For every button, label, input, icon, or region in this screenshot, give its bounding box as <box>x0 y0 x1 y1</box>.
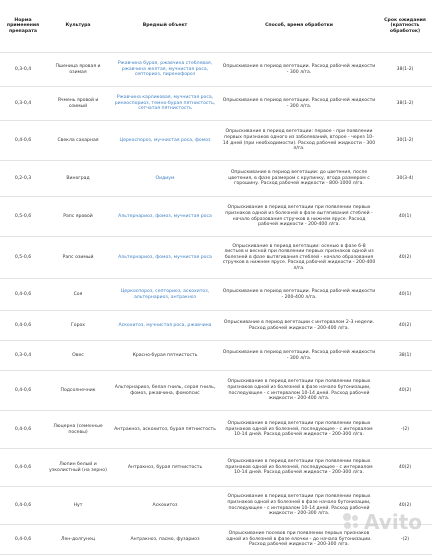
method-cell: Опрыскивание в период вегетации: первое - при появлении первых признаков одного из заболеваний, второе - через 10-14 дней (при необходимости). Расход рабочей жидкости - 300 л/га. <box>220 121 378 161</box>
norm-cell: 0,4-0,6 <box>0 525 46 555</box>
crop-cell: Нут <box>46 487 110 525</box>
method-cell: Опрыскивание в период вегетации при появлении первых признаков одной из болезней в фазе начало бутонизации, последующее - с интервалом 10-14 дней. Расход рабочей жидкости - 200-300 л/га. <box>220 487 378 525</box>
header-wait: Срок ожидания (кратность обработок) <box>378 0 432 53</box>
crop-cell: Рапс яровой <box>46 197 110 237</box>
wait-cell: 40(2) <box>378 371 432 411</box>
norm-cell: 0,4-0,6 <box>0 371 46 411</box>
crop-cell: Ячмень яровой и озимый <box>46 87 110 121</box>
crop-cell: Овес <box>46 341 110 371</box>
table-row <box>0 279 432 311</box>
norm-cell: 0,4-0,6 <box>0 411 46 449</box>
header-crop: Культура <box>46 0 110 53</box>
crop-cell: Виноград <box>46 161 110 197</box>
crop-cell: Лен-долгунец <box>46 525 110 555</box>
norm-cell: 0,3-0,4 <box>0 341 46 371</box>
pest-cell: Оидиум <box>110 161 220 197</box>
wait-cell: 40(2) <box>378 487 432 525</box>
method-cell: Опрыскивание посевов при появлении первых признаков одной из болезней в фазе елочки - до начала бутонизации. Расход рабочей жидкости - 200-300 л/га. <box>220 525 378 555</box>
wait-cell: 40(2) <box>378 449 432 487</box>
norm-cell: 0,2-0,3 <box>0 161 46 197</box>
avito-logo-icon <box>343 513 361 531</box>
crop-cell: Люпин белый и узколистный (на зерно) <box>46 449 110 487</box>
wait-cell: -(2) <box>378 411 432 449</box>
method-cell: Опрыскивание в период вегетации. Расход рабочей жидкости - 300 л/га. <box>220 87 378 121</box>
method-cell: Опрыскивание в период вегетации. Расход рабочей жидкости - 300 л/га. <box>220 53 378 87</box>
table-header-row <box>0 0 432 53</box>
pest-cell: Ржавчина карликовая, мучнистая роса, ринхоспориоз, темно-бурая пятнистость, сетчатая пятнистость <box>110 87 220 121</box>
wait-cell: 40(1) <box>378 197 432 237</box>
pest-cell: Антракноз, пасмо, фузариоз <box>110 525 220 555</box>
pest-cell: Церкоспороз, септориоз, аскохитоз, альтернариоз, антракноз <box>110 279 220 311</box>
table-row <box>0 449 432 487</box>
crop-cell: Соя <box>46 279 110 311</box>
pest-cell: Альтернариоз, фомоз, мучнистая роса <box>110 197 220 237</box>
pest-cell: Антракноз, аскохитоз, бурая пятнистость <box>110 411 220 449</box>
table-row <box>0 87 432 121</box>
norm-cell: 0,5-0,6 <box>0 237 46 279</box>
wait-cell: 40(1) <box>378 279 432 311</box>
method-cell: Опрыскивание в период вегетации: до цветения, после цветения, в фазе размером с крупинку, ягода размером с горошину. Расход рабочей жидкости - 800-1000 л/га. <box>220 161 378 197</box>
table-row <box>0 121 432 161</box>
norm-cell: 0,4-0,6 <box>0 279 46 311</box>
pest-cell: Антракноз, бурая пятнистость <box>110 449 220 487</box>
norm-cell: 0,4-0,6 <box>0 121 46 161</box>
norm-cell: 0,4-0,6 <box>0 311 46 341</box>
crop-cell: Горох <box>46 311 110 341</box>
method-cell: Опрыскивание в период вегетации. Расход рабочей жидкости - 300 л/га. <box>220 341 378 371</box>
crop-cell: Люцерна (семенные посевы) <box>46 411 110 449</box>
method-cell: Опрыскивание в период вегетации при появлении первых признаков одной из болезней, последующее - с интервалом 10-14 дней. Расход рабочей жидкости - 200-300 л/га. <box>220 449 378 487</box>
norm-cell: 0,5-0,6 <box>0 197 46 237</box>
pest-cell: Аскохитоз <box>110 487 220 525</box>
watermark-text: Avito <box>364 510 422 534</box>
wait-cell: 40(2) <box>378 237 432 279</box>
header-pest: Вредный объект <box>110 0 220 53</box>
wait-cell: 30(3-4) <box>378 161 432 197</box>
header-norm: Норма применения препарата <box>0 0 46 53</box>
pest-cell: Ржавчина бурая, ржавчина стеблевая, ржавчина желтая, мучнистая роса, септориоз, пиренофороз <box>110 53 220 87</box>
norm-cell: 0,4-0,6 <box>0 487 46 525</box>
table-row <box>0 237 432 279</box>
wait-cell: 38(1-2) <box>378 87 432 121</box>
method-cell: Опрыскивание в период вегетации при появлении первых признаков одной из болезней, последующее - с интервалом 10-14 дней. Расход рабочей жидкости - 200-300 л/га. <box>220 411 378 449</box>
wait-cell: 40(2) <box>378 311 432 341</box>
wait-cell: -(2) <box>378 525 432 555</box>
method-cell: Опрыскивание в период вегетации: осенью в фазе 6-8 листьев и весной при появлении первых признаков одной из болезней в фазе вытягивания стеблей - начало образования стручков в нижнем ярусе. Расход рабочей жидкости - 200-400 л/га. <box>220 237 378 279</box>
pest-cell: Аскохитоз, мучнистая роса, ржавчина <box>110 311 220 341</box>
crop-cell: Подсолнечник <box>46 371 110 411</box>
table-row <box>0 311 432 341</box>
crop-cell: Рапс озимый <box>46 237 110 279</box>
table-row <box>0 197 432 237</box>
table-row <box>0 161 432 197</box>
header-method: Способ, время обработки <box>220 0 378 53</box>
method-cell: Опрыскивание в период вегетации при появлении первых признаков одной из болезней в фазе вытягивания стеблей - начало образования стручков в нижнем ярусе. Расход рабочей жидкости - 200-400 л/га. <box>220 197 378 237</box>
pest-cell: Красно-бурая пятнистость <box>110 341 220 371</box>
method-cell: Опрыскивание в период вегетации. Расход рабочей жидкости - 200-400 л/га. <box>220 279 378 311</box>
norm-cell: 0,3-0,4 <box>0 87 46 121</box>
wait-cell: 38(1) <box>378 341 432 371</box>
norm-cell: 0,3-0,4 <box>0 53 46 87</box>
wait-cell: 38(1-2) <box>378 53 432 87</box>
pest-cell: Альтернариоз, фомоз, мучнистая роса <box>110 237 220 279</box>
pest-cell: Альтернариоз, белая гниль, серая гниль, фомоз, ржавчина, фомопсис <box>110 371 220 411</box>
table-row <box>0 411 432 449</box>
method-cell: Опрыскивание в период вегетации с интервалом 2-3 недели. Расход рабочей жидкости - 200-400 л/га. <box>220 311 378 341</box>
crop-cell: Пшеница яровая и озимая <box>46 53 110 87</box>
avito-watermark <box>343 510 422 534</box>
norm-cell: 0,4-0,6 <box>0 449 46 487</box>
pest-cell: Церкоспороз, мучнистая роса, фомоз <box>110 121 220 161</box>
table-row <box>0 371 432 411</box>
table-row <box>0 53 432 87</box>
crop-cell: Свекла сахарная <box>46 121 110 161</box>
wait-cell: 30(1-2) <box>378 121 432 161</box>
method-cell: Опрыскивание в период вегетации при появлении первых признаков одной из болезней в фазе начало бутонизации, последующее - с интервалом 10-14 дней. Расход рабочей жидкости - 200-400 л/га. <box>220 371 378 411</box>
table-row <box>0 341 432 371</box>
